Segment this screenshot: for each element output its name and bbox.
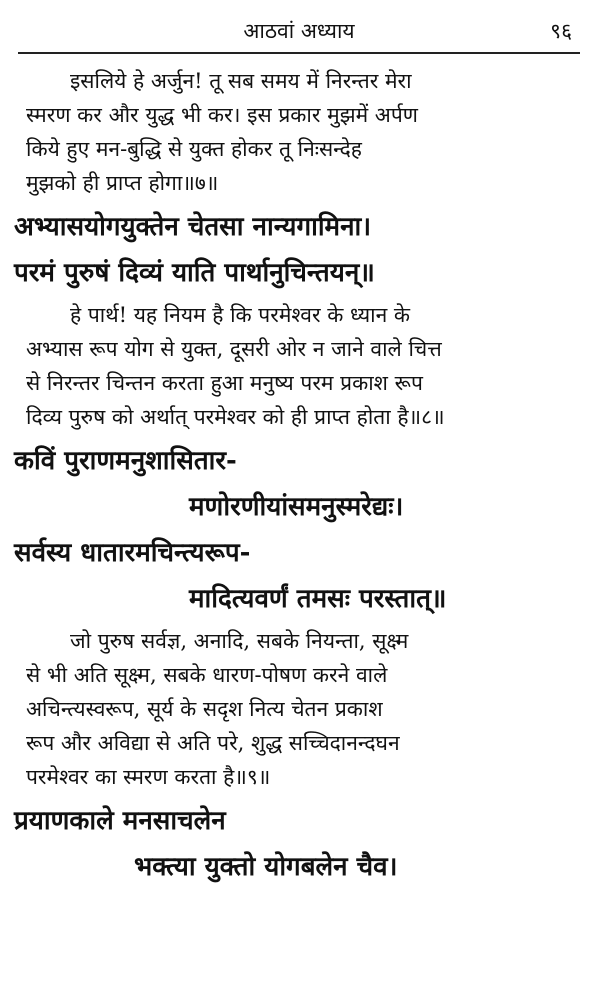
text-line: इसलिये हे अर्जुन! तू सब समय में निरन्तर मेरा	[70, 69, 412, 93]
verse-line: सर्वस्य धातारमचिन्त्यरूप-	[14, 538, 251, 568]
verse-line: कविं पुराणमनुशासितार-	[14, 446, 237, 476]
text-line: अभ्यास रूप योग से युक्त, दूसरी ओर न जाने वाले चित्त	[26, 337, 442, 361]
commentary-verse-8	[26, 298, 572, 434]
sanskrit-verse-9	[14, 438, 572, 622]
text-line: से निरन्तर चिन्तन करता हुआ मनुष्य परम प्रकाश रूप	[26, 371, 423, 395]
text-line: परमेश्वर का स्मरण करता है॥९॥	[26, 765, 271, 789]
page-header	[18, 18, 580, 54]
text-line: रूप और अविद्या से अति परे, शुद्ध सच्चिदानन्दघन	[26, 731, 400, 755]
text-line: से भी अति सूक्ष्म, सबके धारण-पोषण करने वाले	[26, 663, 388, 687]
commentary-verse-7	[26, 64, 572, 200]
verse-line: अभ्यासयोगयुक्तेन चेतसा नान्यगामिना।	[14, 212, 372, 242]
sanskrit-verse-8	[14, 204, 572, 296]
page-number: ९६	[550, 19, 572, 43]
verse-line: मणोरणीयांसमनुस्मरेद्यः।	[189, 492, 404, 522]
text-line: जो पुरुष सर्वज्ञ, अनादि, सबके नियन्ता, सूक्ष्म	[70, 629, 409, 653]
commentary-verse-9	[26, 624, 572, 794]
verse-line: परमं पुरुषं दिव्यं याति पार्थानुचिन्तयन्॥	[14, 258, 375, 288]
text-line: हे पार्थ! यह नियम है कि परमेश्वर के ध्यान के	[70, 303, 411, 327]
text-line: मुझको ही प्राप्त होगा॥७॥	[26, 171, 219, 195]
text-line: स्मरण कर और युद्ध भी कर। इस प्रकार मुझमें अर्पण	[26, 103, 418, 127]
text-line: अचिन्त्यस्वरूप, सूर्य के सदृश नित्य चेतन प्रकाश	[26, 697, 383, 721]
sanskrit-verse-10	[14, 798, 572, 890]
verse-line: मादित्यवर्णं तमसः परस्तात्॥	[189, 584, 447, 614]
text-line: दिव्य पुरुष को अर्थात् परमेश्वर को ही प्राप्त होता है॥८॥	[26, 405, 445, 429]
verse-line: प्रयाणकाले मनसाचलेन	[14, 806, 226, 836]
verse-line: भक्त्या युक्तो योगबलेन चैव।	[134, 852, 398, 882]
chapter-title: आठवां अध्याय	[243, 19, 355, 43]
text-line: किये हुए मन-बुद्धि से युक्त होकर तू निःसन्देह	[26, 137, 362, 161]
